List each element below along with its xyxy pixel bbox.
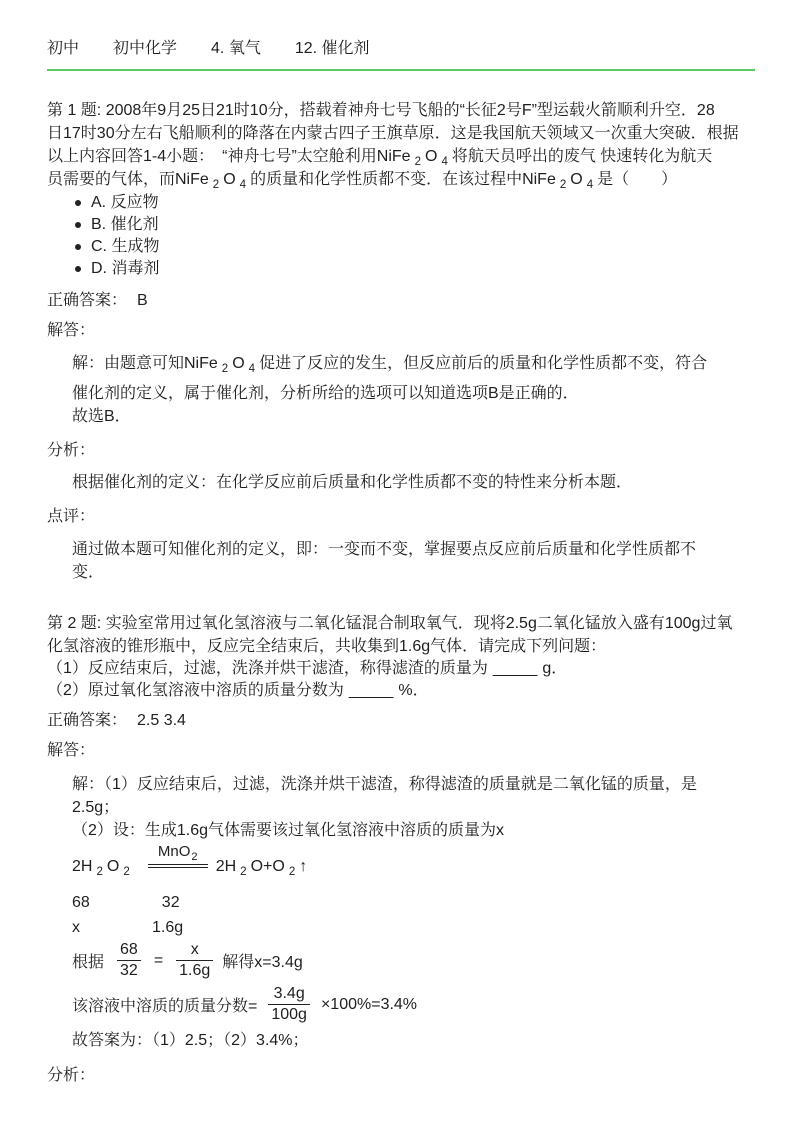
subscript: 4 [248, 362, 256, 375]
subscript: 2 [212, 178, 220, 191]
solution-line [47, 352, 800, 375]
subscript: 2 [288, 865, 296, 878]
analysis-text: 根据催化剂的定义：在化学反应前后质量和化学性质都不变的特性来分析本题． [72, 473, 633, 491]
answer-blank: _____ [348, 681, 394, 699]
unknown-value: x [72, 918, 80, 936]
numerator: x [190, 941, 199, 958]
option-list [47, 192, 800, 280]
question-stem-line: 化氢溶液的锥形瓶中，反应完全结束后，共收集到1.6g气体．请完成下列问题： [47, 637, 607, 655]
analysis-heading: 分析： [47, 441, 96, 459]
breadcrumb [47, 37, 800, 60]
breadcrumb-subject: 初中化学 [113, 39, 178, 57]
option-c [47, 236, 800, 258]
sub-question-text: （2）原过氧化氢溶液中溶质的质量分数为 [47, 681, 344, 699]
correct-answer [47, 709, 800, 732]
catalyst: MnO [157, 843, 191, 861]
solution-heading: 解答： [47, 741, 96, 759]
subscript: 2 [240, 865, 247, 878]
bullet-dot [75, 222, 81, 228]
subscript: 4 [441, 155, 448, 168]
percentage-prefix: 该溶液中溶质的质量分数= [72, 998, 258, 1015]
stem-text: 的质量和化学性质都不变．在该过程中NiFe [250, 170, 556, 188]
comment-line: 变． [72, 563, 105, 581]
gas-arrow-symbol: ↑ [299, 857, 308, 875]
bullet-dot [75, 244, 81, 250]
product: O+O [250, 857, 285, 875]
stem-text: 实验室常用过氧化氢溶液与二氧化锰混合制取氧气．现将2.5g二氧化锰放入盛有100g过氧 [105, 614, 733, 632]
subscript: 2 [414, 155, 421, 168]
question-stem-line [47, 612, 800, 635]
header-divider [47, 69, 755, 71]
solution-line: （2）设：生成1.6g气体需要该过氧化氢溶液中溶质的质量为x [72, 821, 505, 839]
correct-answer [47, 289, 800, 312]
reactant: O [106, 857, 120, 875]
subscript: 2 [559, 178, 567, 191]
question-stem-line [47, 99, 800, 122]
unknowns-row [47, 916, 800, 939]
unknown-value: 1.6g [152, 918, 184, 936]
denominator: 1.6g [179, 962, 211, 979]
solution-text: 解：由题意可知NiFe [72, 354, 218, 372]
question-stem-line [47, 145, 800, 168]
subscript: 4 [239, 178, 247, 191]
bullet-dot [75, 200, 81, 206]
stem-text: 将航天员呼出的废气 快速转化为航天 [451, 147, 713, 165]
solution-text: O [232, 354, 245, 372]
comment-line: 通过做本题可知催化剂的定义，即：一变而不变，掌握要点反应前后质量和化学性质都不 [72, 540, 697, 558]
proportion-result: 解得x=3.4g [222, 954, 303, 971]
fraction [267, 984, 311, 1025]
sub-question-1 [47, 658, 800, 680]
option-label: B. 催化剂 [91, 216, 159, 233]
question-number: 第 1 题: [47, 101, 102, 119]
stem-text: 以上内容回答1-4小题： “神舟七号”太空舱利用NiFe [47, 147, 411, 165]
subscript: 2 [221, 362, 229, 375]
percentage-suffix: ×100%=3.4% [320, 995, 418, 1013]
subscript: 2 [123, 865, 130, 878]
option-label: D. 消毒剂 [91, 260, 160, 277]
subscript: 2 [191, 851, 198, 864]
breadcrumb-level: 初中 [47, 39, 80, 57]
subscript: 4 [586, 178, 594, 191]
solution-line: 故选B． [72, 407, 131, 425]
answer-value: B [137, 291, 148, 309]
bullet-dot [75, 266, 81, 272]
stem-text: 日17时30分左右飞船顺利的降落在内蒙古四子王旗草原．这是我国航天领域又一次重大突破．根据 [47, 124, 739, 142]
fraction [116, 940, 142, 981]
breadcrumb-section: 12. 催化剂 [294, 39, 370, 57]
ratio-value: 32 [161, 893, 180, 911]
sub-question-unit: g． [542, 659, 568, 677]
reaction-arrow [148, 843, 208, 868]
catalyst-label [138, 843, 218, 862]
fraction [175, 940, 214, 981]
question-stem-line [47, 168, 800, 191]
question-stem-line [47, 122, 800, 145]
answer-value: 2.5 3.4 [137, 711, 186, 729]
stem-text: O [424, 147, 438, 165]
proportion-prefix: 根据 [72, 954, 105, 971]
solution-text: 促进了反应的发生，但反应前后的质量和化学性质都不变，符合 [259, 354, 708, 372]
comment-heading: 点评： [47, 507, 96, 525]
stem-text: O [570, 170, 583, 188]
conclusion-line: 故答案为：（1）2.5；（2）3.4%； [72, 1031, 309, 1049]
solution-block [47, 773, 800, 1052]
sub-question-text: （1）反应结束后，过滤，洗涤并烘干滤渣，称得滤渣的质量为 [47, 659, 488, 677]
option-d [47, 258, 800, 280]
question-number: 第 2 题: [47, 614, 102, 632]
breadcrumb-chapter: 4. 氧气 [211, 39, 261, 57]
stem-text: 2008年9月25日21时10分，搭载着神舟七号飞船的“长征2号F”型运载火箭顺利升空．28 [105, 101, 715, 119]
mass-ratio-row [47, 891, 800, 914]
stem-text: O [223, 170, 236, 188]
solution-block [47, 352, 800, 428]
denominator: 32 [120, 962, 138, 979]
answer-blank: _____ [492, 659, 538, 677]
analysis-heading: 分析： [47, 1066, 96, 1084]
question-1 [47, 99, 800, 584]
solution-line: 解：（1）反应结束后，过滤，洗涤并烘干滤渣，称得滤渣的质量就是二氧化锰的质量，是 [72, 775, 697, 793]
percentage-row [47, 983, 800, 1027]
question-2 [47, 612, 800, 1087]
subscript: 2 [96, 865, 103, 878]
proportion-row [47, 939, 800, 983]
numerator: 68 [120, 941, 138, 958]
option-a [47, 192, 800, 214]
sub-question-unit: %． [398, 681, 429, 699]
denominator: 100g [271, 1006, 307, 1023]
equals-sign: = [153, 951, 164, 969]
option-label: C. 生成物 [91, 238, 160, 255]
stem-text: 员需要的气体，而NiFe [47, 170, 209, 188]
answer-label: 正确答案： [47, 711, 128, 729]
solution-line: 2.5g； [72, 798, 120, 816]
option-b [47, 214, 800, 236]
sub-question-2 [47, 680, 800, 702]
option-label: A. 反应物 [91, 194, 159, 211]
solution-line: 催化剂的定义，属于催化剂，分析所给的选项可以知道选项B是正确的． [72, 384, 579, 402]
solution-heading: 解答： [47, 321, 96, 339]
chemical-equation [47, 843, 800, 878]
answer-label: 正确答案： [47, 291, 128, 309]
stem-text: 是（ ） [597, 170, 678, 188]
ratio-value: 68 [72, 893, 90, 911]
reactant: 2H [72, 857, 93, 875]
product: 2H [215, 857, 237, 875]
numerator: 3.4g [273, 985, 305, 1002]
